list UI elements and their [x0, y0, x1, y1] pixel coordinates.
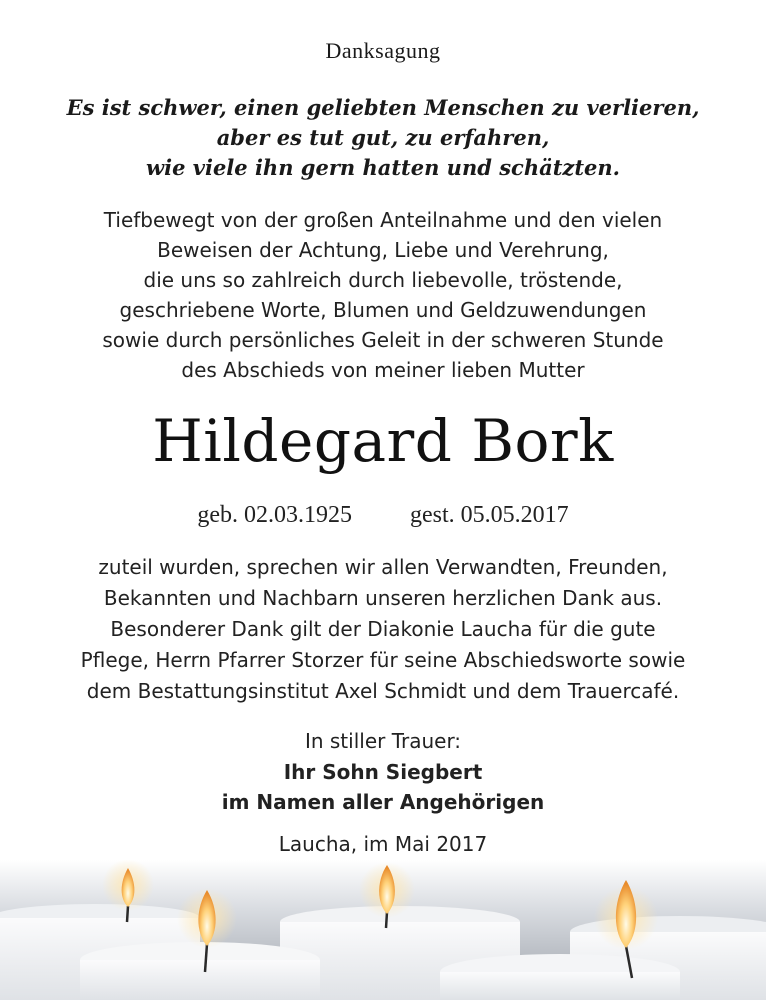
intro-line: die uns so zahlreich durch liebevolle, tröstende, — [143, 268, 623, 292]
signature-line: im Namen aller Angehörigen — [221, 790, 545, 814]
quote-line: aber es tut gut, zu erfahren, — [216, 125, 550, 150]
intro-line: sowie durch persönliches Geleit in der schweren Stunde — [102, 328, 664, 352]
death-date: gest. 05.05.2017 — [409, 502, 569, 528]
birth-date: geb. 02.03.1925 — [197, 502, 352, 528]
deceased-name: Hildegard Bork — [152, 407, 614, 475]
candles-image — [0, 860, 766, 1000]
intro-line: Tiefbewegt von der großen Anteilnahme und den vielen — [103, 208, 663, 232]
place-date: Laucha, im Mai 2017 — [278, 832, 488, 856]
quote-line: Es ist schwer, einen geliebten Menschen zu verlieren, — [66, 95, 700, 120]
thanks-line: dem Bestattungsinstitut Axel Schmidt und dem Trauercafé. — [86, 679, 680, 703]
thanks-line: Bekannten und Nachbarn unseren herzlichen Dank aus. — [103, 586, 663, 610]
thanks-line: zuteil wurden, sprechen wir allen Verwandten, Freunden, — [98, 555, 668, 579]
signature-line: Ihr Sohn Siegbert — [283, 760, 483, 784]
thanks-line: Besonderer Dank gilt der Diakonie Laucha für die gute — [110, 617, 656, 641]
quote-line: wie viele ihn gern hatten und schätzten. — [146, 155, 620, 180]
life-dates — [0, 500, 766, 530]
intro-line: des Abschieds von meiner lieben Mutter — [181, 358, 585, 382]
intro-line: Beweisen der Achtung, Liebe und Verehrung, — [157, 238, 609, 262]
signature-intro: In stiller Trauer: — [304, 729, 462, 753]
intro-line: geschriebene Worte, Blumen und Geldzuwendungen — [119, 298, 647, 322]
thanks-line: Pflege, Herrn Pfarrer Storzer für seine Abschiedsworte sowie — [80, 648, 686, 672]
heading: Danksagung — [325, 38, 441, 63]
